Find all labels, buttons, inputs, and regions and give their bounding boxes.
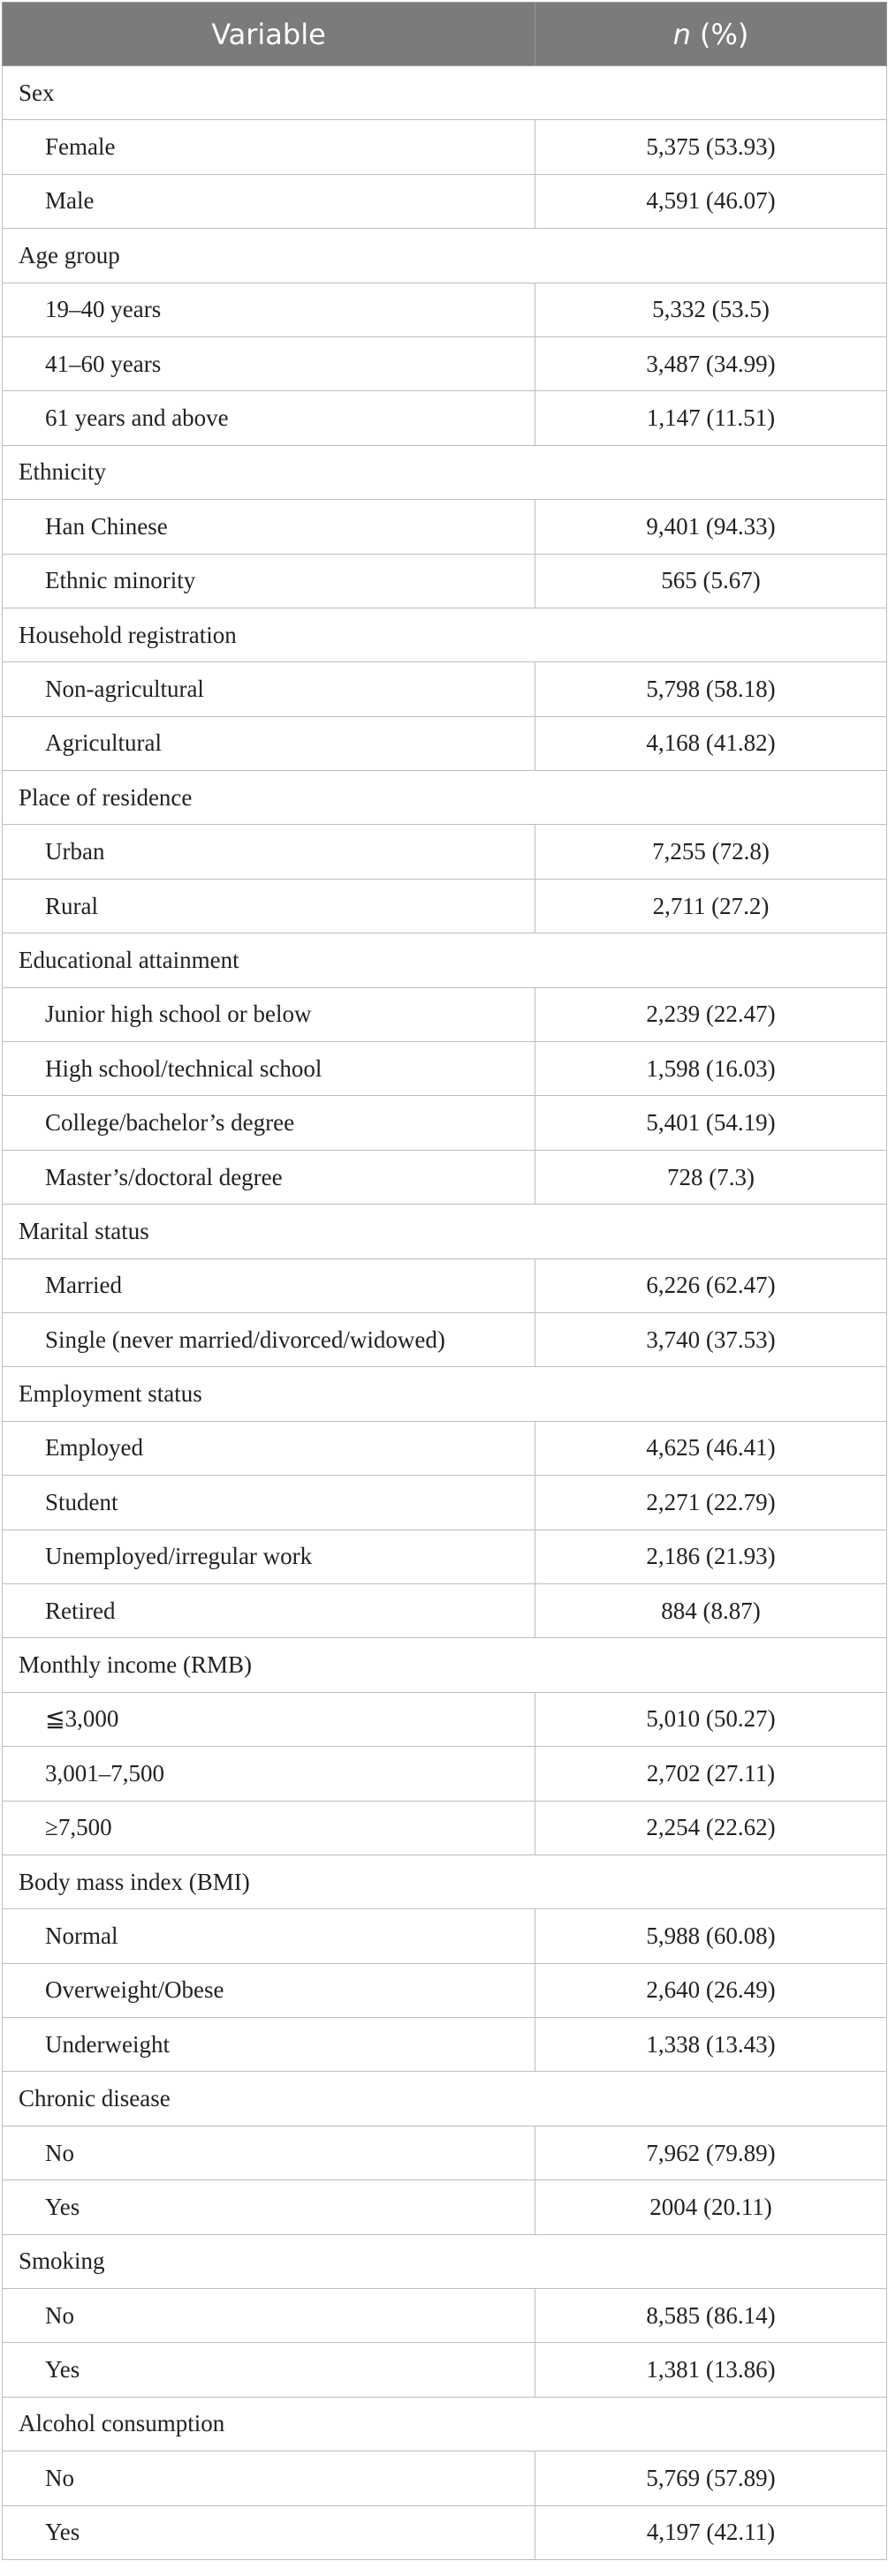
table-row: [3, 2343, 887, 2397]
table-row: [3, 391, 887, 445]
characteristics-table: [2, 2, 887, 2560]
table-row: [3, 1801, 887, 1855]
group-label: Marital status: [3, 1205, 887, 1258]
row-label: Junior high school or below: [3, 987, 535, 1041]
row-label: 41–60 years: [3, 336, 535, 390]
row-value: 728 (7.3): [535, 1150, 887, 1204]
row-value: 2,239 (22.47): [535, 987, 887, 1041]
table-row: [3, 1909, 887, 1963]
table-row: [3, 879, 887, 933]
row-value: 3,740 (37.53): [535, 1312, 887, 1366]
row-value: 9,401 (94.33): [535, 500, 887, 554]
row-value: 2,702 (27.11): [535, 1747, 887, 1801]
table-row: [3, 1042, 887, 1096]
row-label: Male: [3, 174, 535, 228]
row-value: 2004 (20.11): [535, 2180, 887, 2234]
row-value: 5,769 (57.89): [535, 2451, 887, 2505]
row-value: 4,625 (46.41): [535, 1421, 887, 1475]
row-label: ≥7,500: [3, 1801, 535, 1855]
row-label: Underweight: [3, 2018, 535, 2072]
group-row: [3, 2072, 887, 2126]
group-label: Place of residence: [3, 771, 887, 825]
group-label: Body mass index (BMI): [3, 1855, 887, 1908]
row-value: 6,226 (62.47): [535, 1258, 887, 1312]
row-value: 2,640 (26.49): [535, 1963, 887, 2017]
group-label: Monthly income (RMB): [3, 1638, 887, 1692]
row-value: 2,186 (21.93): [535, 1530, 887, 1583]
row-label: High school/technical school: [3, 1042, 535, 1096]
row-label: No: [3, 2289, 535, 2343]
table-row: [3, 1963, 887, 2017]
group-label: Sex: [3, 66, 887, 120]
header-pct: (%): [690, 17, 749, 51]
table-row: [3, 1312, 887, 1366]
row-label: Yes: [3, 2180, 535, 2234]
row-label: Urban: [3, 825, 535, 879]
row-value: 7,255 (72.8): [535, 825, 887, 879]
table-header: [3, 3, 887, 66]
row-label: Non-agricultural: [3, 662, 535, 716]
row-value: 4,197 (42.11): [535, 2505, 887, 2559]
group-row: [3, 771, 887, 825]
table-row: [3, 2451, 887, 2505]
table-row: [3, 2505, 887, 2559]
row-value: 5,988 (60.08): [535, 1909, 887, 1963]
row-label: Agricultural: [3, 716, 535, 770]
table-row: [3, 1747, 887, 1801]
table-row: [3, 174, 887, 228]
table-row: [3, 1096, 887, 1150]
row-label: Retired: [3, 1583, 535, 1637]
group-label: Age group: [3, 229, 887, 283]
table-row: [3, 1150, 887, 1204]
row-label: Master’s/doctoral degree: [3, 1150, 535, 1204]
row-value: 1,338 (13.43): [535, 2018, 887, 2072]
row-value: 5,332 (53.5): [535, 283, 887, 336]
group-label: Alcohol consumption: [3, 2397, 887, 2451]
row-label: College/bachelor’s degree: [3, 1096, 535, 1150]
row-value: 7,962 (79.89): [535, 2126, 887, 2179]
row-value: 1,598 (16.03): [535, 1042, 887, 1096]
table-row: [3, 1421, 887, 1475]
group-row: [3, 1367, 887, 1421]
row-value: 5,798 (58.18): [535, 662, 887, 716]
row-label: Yes: [3, 2505, 535, 2559]
group-label: Ethnicity: [3, 445, 887, 499]
group-row: [3, 608, 887, 661]
row-value: 1,147 (11.51): [535, 391, 887, 445]
group-row: [3, 2397, 887, 2451]
row-value: 4,591 (46.07): [535, 174, 887, 228]
group-row: [3, 1855, 887, 1908]
row-label: Normal: [3, 1909, 535, 1963]
group-label: Educational attainment: [3, 933, 887, 987]
row-value: 4,168 (41.82): [535, 716, 887, 770]
row-value: 5,010 (50.27): [535, 1692, 887, 1746]
row-label: Unemployed/irregular work: [3, 1530, 535, 1583]
row-value: 5,375 (53.93): [535, 120, 887, 174]
header-variable: Variable: [3, 3, 535, 66]
table-row: [3, 2180, 887, 2234]
header-n: n: [672, 17, 691, 51]
row-label: 3,001–7,500: [3, 1747, 535, 1801]
group-row: [3, 66, 887, 120]
group-row: [3, 2234, 887, 2288]
table-row: [3, 554, 887, 608]
row-label: No: [3, 2451, 535, 2505]
row-label: No: [3, 2126, 535, 2179]
row-label: Employed: [3, 1421, 535, 1475]
group-label: Smoking: [3, 2234, 887, 2288]
row-value: 5,401 (54.19): [535, 1096, 887, 1150]
row-label: 19–40 years: [3, 283, 535, 336]
row-label: Yes: [3, 2343, 535, 2397]
group-label: Employment status: [3, 1367, 887, 1421]
header-n-percent: [535, 3, 887, 66]
row-label: Ethnic minority: [3, 554, 535, 608]
group-row: [3, 933, 887, 987]
table-row: [3, 500, 887, 554]
group-row: [3, 445, 887, 499]
group-row: [3, 1638, 887, 1692]
row-label: Female: [3, 120, 535, 174]
table-row: [3, 2126, 887, 2179]
row-value: 2,711 (27.2): [535, 879, 887, 933]
group-label: Household registration: [3, 608, 887, 661]
row-label: Han Chinese: [3, 500, 535, 554]
row-value: 8,585 (86.14): [535, 2289, 887, 2343]
table-row: [3, 1692, 887, 1746]
table-row: [3, 336, 887, 390]
table-row: [3, 2018, 887, 2072]
row-label: Single (never married/divorced/widowed): [3, 1312, 535, 1366]
header-row: [3, 3, 887, 66]
table-row: [3, 662, 887, 716]
row-value: 565 (5.67): [535, 554, 887, 608]
group-row: [3, 229, 887, 283]
table-row: [3, 825, 887, 879]
row-label: ≦3,000: [3, 1692, 535, 1746]
table-row: [3, 1258, 887, 1312]
table-row: [3, 1530, 887, 1583]
row-value: 884 (8.87): [535, 1583, 887, 1637]
row-label: 61 years and above: [3, 391, 535, 445]
row-value: 2,271 (22.79): [535, 1476, 887, 1530]
row-label: Student: [3, 1476, 535, 1530]
table-row: [3, 987, 887, 1041]
table-row: [3, 2289, 887, 2343]
group-row: [3, 1205, 887, 1258]
row-value: 1,381 (13.86): [535, 2343, 887, 2397]
group-label: Chronic disease: [3, 2072, 887, 2126]
row-value: 2,254 (22.62): [535, 1801, 887, 1855]
table-row: [3, 1583, 887, 1637]
table-body: [3, 66, 887, 2560]
table-row: [3, 1476, 887, 1530]
row-value: 3,487 (34.99): [535, 336, 887, 390]
row-label: Overweight/Obese: [3, 1963, 535, 2017]
table-row: [3, 120, 887, 174]
table-row: [3, 283, 887, 336]
table-row: [3, 716, 887, 770]
row-label: Married: [3, 1258, 535, 1312]
row-label: Rural: [3, 879, 535, 933]
